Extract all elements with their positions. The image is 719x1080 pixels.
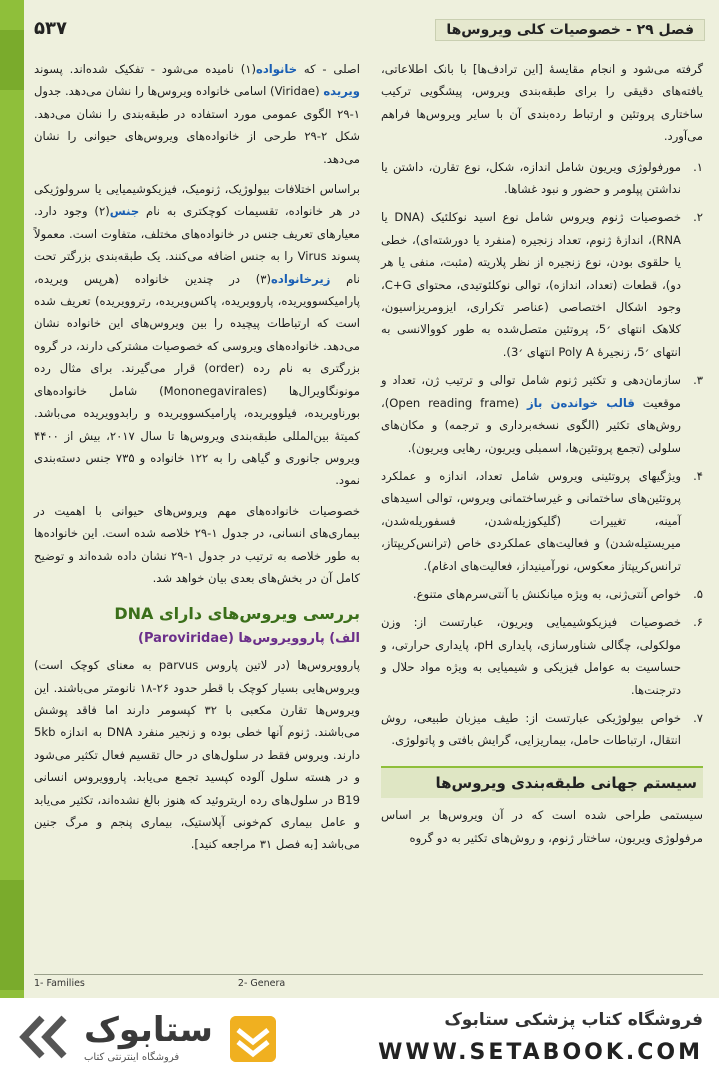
- page-header: [34, 14, 705, 46]
- family-paragraph: اصلی - که خانواده(۱) نامیده می‌شود - تفکیک شده‌اند. پسوند ویریده (Viridae) اسامی خانواده ویروس‌ها را نشان می‌دهد. جدول ۱-۲۹ الگوی عمومی مورد استفاده در طبقه‌بندی را نشان می‌دهد. شکل ۲-۲۹ طرحی از خانواده‌های ویروس‌های حیوانی را نشان می‌دهد.: [34, 62, 360, 166]
- book-badge-icon: [230, 1016, 276, 1062]
- parvovirus-heading: الف) پاروویروس‌ها (Paroviridae): [138, 630, 360, 646]
- list-item: ۷. خواص بیولوژیکی عبارتست از: طیف میزبان طبیعی، روش انتقال، ارتباطات حامل، بیماریزایی، گرایش بافتی و پاتولوژی.: [381, 710, 703, 748]
- store-logo[interactable]: [14, 1010, 284, 1068]
- genus-paragraph: براساس اختلافات بیولوژیک، ژنومیک، فیزیکوشیمیایی یا سرولوژیکی در هر خانواده، تقسیمات کوچکتری به نام جنس(۲) وجود دارد. معیارهای تعریف جنس در خانواده‌های مختلف، متفاوت است. معمولاً پسوند Virus را به جنس اضافه می‌کنند. یک طبقه‌بندی بزرگتر تحت نام زیرخانواده(۳) در چندین خانواده (هرپس ویریده، پارامیکسوویریده، پاروویریده، پاکس‌ویریده، رتروویریده) تعریف شده است که ارتباطات پیچیده را بین ویروس‌های این خانواده نشان می‌دهد. خانواده‌های ویروسی که خصوصیات مشترکی دارند، در گروه بزرگتری به نام رده (order) قرار می‌گیرند. برای مثال رده مونونگاویرال‌ها (Mononegavirales) شامل خانواده‌های بورناویریده، فیلوویریده، پارامیکسوویریده و رابدوویریده می‌باشد. کمیتهٔ بین‌المللی طبقه‌بندی ویروس‌ها تا سال ۲۰۱۷، بیش از ۴۴۰۰ ویروس جانوری و گیاهی را به ۱۲۲ خانواده و ۷۳۵ جنس دسته‌بندی نمود.: [34, 182, 361, 488]
- list-item: ۵. خواص آنتی‌ژنی، به ویژه میانکنش با آنتی‌سرم‌های متنوع.: [412, 586, 703, 601]
- right-column: [381, 58, 703, 857]
- chapter-title: فصل ۲۹ - خصوصیات کلی ویروس‌ها: [435, 19, 705, 41]
- page-number: ۵۳۷: [34, 18, 67, 39]
- viridae-term: ویریده: [323, 84, 360, 99]
- list-item: ۶. خصوصیات فیزیکوشیمیایی ویریون، عبارتست از: وزن مولکولی، چگالی شناورسازی، پایداری pH، پایداری حرارتی، و حساسیت به عوامل فیزیکی و شیمیایی به ویژه مواد حلال و دترجنت‌ها.: [381, 615, 703, 697]
- footnotes: [34, 974, 703, 996]
- side-tab-bottom: [0, 880, 24, 990]
- left-column: [34, 58, 360, 864]
- footnote-2: 2- Genera: [237, 978, 286, 989]
- section-heading-classification: سیستم جهانی طبقه‌بندی ویروس‌ها: [381, 766, 703, 798]
- parvovirus-paragraph: پاروویروس‌ها (در لاتین پاروس parvus به معنای کوچک است) ویروس‌هایی بسیار کوچک با قطر حدود ۲۶-۱۸ نانومتر می‌باشند. این ویروس‌ها تقارن مکعبی با ۳۲ کپسومر دارند اما فاقد پوشش می‌باشند. ژنوم آنها خطی بوده و زنجیر منفرد DNA به اندازه 5kb دارند. ویروس فقط در سلول‌های در حال تقسیم فعال تکثیر می‌شود و در هسته سلول آلوده کپسید تجمع می‌یابد. پاروویروس انسانی B19 در سلول‌های رده اریتروئید که هنوز بالغ نشده‌اند، تکثیر می‌یابد و عامل بیماری کم‌خونی آپلاستیک، بیماری پنجم و مرگ جنین می‌باشد [به فصل ۳۱ مراجعه کنید].: [34, 658, 360, 852]
- list-item: ۴. ویژگیهای پروتئینی ویروس شامل تعداد، اندازه و عملکرد پروتئین‌های ساختمانی و غیرساختمانی ویروس، توالی اسیدهای آمینه، تغییرات (گلیکوزیله‌شدن، فسفوریله‌شدن، میریستیله‌شدن) و فعالیت‌های عملکردی خاص (ترانس‌کریپتاز، ترانس‌کریپتاز معکوس، نورآمینیداز، فعالیت‌های ادغام).: [381, 468, 703, 573]
- list-item: ۳. سازمان‌دهی و تکثیر ژنوم شامل توالی و ترتیب ژن، تعداد و موقعیت قالب خوانده‌ن باز (Open reading frame)، روش‌های تکثیر (الگوی نسخه‌برداری و ترجمه) و مکان‌های سلولی (تجمع پروتئین‌ها، اسمبلی ویریون، رهایی ویریون).: [381, 373, 703, 455]
- list-item: ۱. مورفولوژی ویریون شامل اندازه، شکل، نوع تقارن، داشتن یا نداشتن پپلومر و حضور و نبود غشاها.: [381, 159, 703, 197]
- logo-tagline: فروشگاه اینترنتی کتاب: [84, 1052, 180, 1063]
- classification-criteria-list: [381, 156, 703, 752]
- section-paragraph: سیستمی طراحی شده است که در آن ویروس‌ها بر اساس مرفولوژی ویریون، ساختار ژنوم، و روش‌های تکثیر به دو گروه: [381, 808, 703, 845]
- summary-paragraph: خصوصیات خانواده‌های مهم ویروس‌های حیوانی با اهمیت در بیماری‌های انسانی، در جدول ۱-۲۹ خلاصه شده است. این خانواده‌ها به طور خلاصه به ترتیب در جدول ۱-۲۹ نشان داده شده‌اند و توضیح کامل آن در بخش‌های بعدی بیان خواهد شد.: [34, 503, 360, 585]
- chevrons-icon: [14, 1014, 74, 1060]
- dna-viruses-heading: بررسی ویروس‌های دارای DNA: [114, 604, 360, 624]
- orf-term: قالب خوانده‌ن باز: [526, 395, 635, 410]
- list-item: ۲. خصوصیات ژنوم ویروس شامل نوع اسید نوکلئیک (DNA یا RNA)، اندازهٔ ژنوم، تعداد زنجیره (منفرد یا دورشته‌ای)، خطی یا حلقوی بودن، نوع زنجیره از نظر پلاریته (مثبت، منفی یا هر دو)، قطعات (تعداد، اندازه)، توالی نوکلئوتیدی، محتوای C+G، وجود اشکال اختصاصی (عناصر تکراری، ایزومریزاسیون، کلاهک انتهای ׳5، پروتئین متصل‌شده به طور کووالانسی به انتهای ׳5، زنجیرهٔ Poly A انتهای ׳3).: [381, 210, 703, 359]
- family-term: خانواده: [255, 62, 298, 76]
- website-link[interactable]: WWW.SETABOOK.COM: [378, 1040, 703, 1065]
- logo-text: ستابوک: [84, 1010, 213, 1050]
- intro-paragraph: گرفته می‌شود و انجام مقایسهٔ [این ترادف‌ها] با بانک اطلاعاتی، یافته‌های دقیقی را برای طبقه‌بندی ویروس، پیشگویی ترکیب ساختاری پروتئین و ارتباط رده‌بندی آن با سایر ویروس‌ها فراهم می‌آورد.: [381, 62, 703, 144]
- subfamily-term: زیرخانواده: [271, 271, 331, 286]
- store-footer: [0, 998, 719, 1080]
- store-name: فروشگاه کتاب پزشکی ستابوک: [444, 1010, 703, 1030]
- footnote-1: 1- Families: [34, 978, 85, 989]
- side-tab-top: [0, 30, 24, 90]
- side-color-bar: [0, 0, 24, 1000]
- genus-term: جنس: [109, 204, 140, 219]
